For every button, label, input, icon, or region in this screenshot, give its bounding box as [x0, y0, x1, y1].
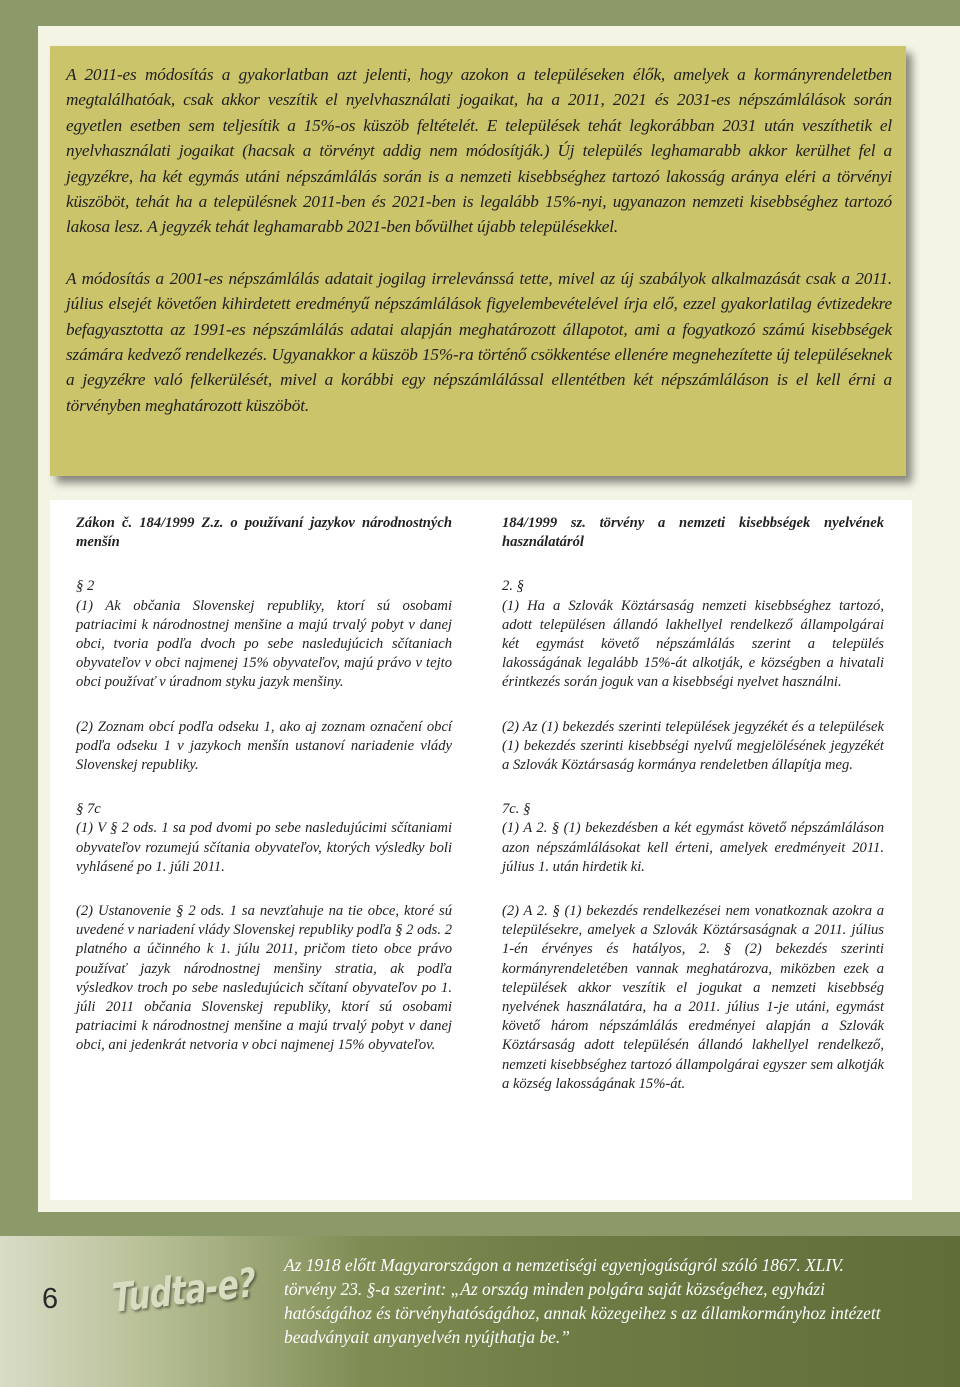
slovak-section-7c-paragraph-1: (1) V § 2 ods. 1 sa pod dvomi po sebe nasledujúcimi sčítaniami obyvateľov rozumejú sčítania obyvateľov, ktorých výsledky boli vyhlásené po 1. júli 2011. — [76, 820, 452, 875]
slovak-section-2-paragraph-2: (2) Zoznam obcí podľa odseku 1, ako aj zoznam označení obcí podľa odseku 1 v jazykoch menšín ustanoví nariadenie vlády Slovenskej republiky. — [76, 718, 452, 774]
summary-paragraph-1: A 2011-es módosítás a gyakorlatban azt jelenti, hogy azokon a településeken élők, amelyek a kormányrendeletben megtalálhatóak, csak akkor veszítik el nyelvhasználati jogaikat, ha a 2011, 2021 és 2031-es népszámlálások során egyetlen esetben sem teljesítik a 15%-os küszöb feltételét. E települések tehát legkorábban 2031 után veszíthetik el nyelvhasználati jogaikat (hacsak a törvényt addig nem módosítják.) Új település leghamarabb akkor kerülhet fel a jegyzékre, ha két egymás utáni népszámlálás során is a nemzeti kisebbséghez tartozó lakosság aránya eléri a törvényi küszöböt, tehát ha a településnek 2011-ben és 2021-ben is legalább 15%-nyi, ugyanazon nemzeti kisebbséghez tartozó lakosa lesz. A jegyzék tehát leghamarabb 2021-ben bővülhet újabb településekkel. — [66, 65, 892, 237]
hungarian-law-column — [502, 514, 884, 1094]
law-comparison-box — [50, 500, 912, 1200]
slovak-law-heading: Zákon č. 184/1999 Z.z. o používaní jazykov národnostných menšín — [76, 515, 452, 551]
page-number: 6 — [42, 1283, 59, 1315]
hungarian-section-7c-paragraph-1: (1) A 2. § (1) bekezdésben a két egymást követő népszámláláson azon népszámlálásokat kell érteni, amelyek eredményeit 2011. július 1. után hirdetik ki. — [502, 820, 884, 875]
tudta-e-label: Tudta-e? — [110, 1260, 257, 1322]
hungarian-section-7c-label: 7c. § — [502, 801, 531, 818]
slovak-section-2-paragraph-1: (1) Ak občania Slovenskej republiky, ktorí sú osobami patriacimi k národnostnej menšine a majú trvalý pobyt v danej obci, tvoria podľa dvoch po sebe nasledujúcich sčítaniach obyvateľov v obci najmenej 15% obyvateľov, majú právo v tejto obci používať v úradnom styku jazyk menšiny. — [76, 597, 452, 691]
hungarian-section-2-label: 2. § — [502, 578, 524, 595]
hungarian-section-2-paragraph-1: (1) Ha a Szlovák Köztársaság nemzeti kisebbséghez tartozó, adott településen állandó lakhellyel rendelkező állampolgárai két egymást követő népszámlálás szerint a település lakosságának legalább 15%-át alkotják, e községben a hivatali érintkezés során joguk van a kisebbségi nyelvet használni. — [502, 597, 884, 691]
slovak-section-7c-paragraph-2: (2) Ustanovenie § 2 ods. 1 sa nevzťahuje na tie obce, ktoré sú uvedené v nariadení vlády Slovenskej republiky podľa § 2 ods. 2 platného a účinného k 1. júlu 2011, pričom tieto obce právo používať jazyk národnostnej menšiny stratia, ak podľa výsledkov troch po sebe nasledujúcich sčítaní obyvateľov po 1. júli 2011 občania Slovenskej republiky, ktorí sú osobami patriacimi k národnostnej menšine a majú trvalý pobyt v danej obci, ani jedenkrát netvoria v obci najmenej 15% obyvateľov. — [76, 903, 452, 1054]
summary-box — [50, 46, 906, 476]
hungarian-section-2-paragraph-2: (2) Az (1) bekezdés szerinti települések jegyzékét és a települések (1) bekezdés szerinti kisebbségi nyelvű megjelölésének jegyzékét a Szlovák Köztársaság kormánya rendeletben állapítja meg. — [502, 718, 884, 774]
slovak-section-7c-label: § 7c — [76, 801, 101, 818]
hungarian-section-7c-paragraph-2: (2) A 2. § (1) bekezdés rendelkezései nem vonatkoznak azokra a településekre, amelyek a Szlovák Köztársaságnak a 2011. július 1-én érvényes és hatályos, 2. § (2) bekezdés szerinti kormányrendeletében vannak meghatározva, miközben ezek a települések akkor veszítik el jogukat a nemzeti kisebbség nyelvének használatára, ha a 2011. július 1-je utáni, egymást követő három népszámlálás eredményei alapján a Szlovák Köztársaság adott településén állandó lakhellyel rendelkező, nemzeti kisebbséghez tartozó állampolgárai egyszer sem alkotják a község lakosságának 15%-át. — [502, 903, 884, 1092]
footer-fact-text: Az 1918 előtt Magyarországon a nemzetiségi egyenjogúságról szóló 1867. XLIV. törvény 23. §-a szerint: „Az ország minden polgára saját községéhez, egyházi hatóságához és törvényhatóságához, annak közegeihez s az államkormányhoz intézett beadványait anyanyelvén nyújthatja be.” — [284, 1255, 881, 1347]
summary-paragraph-2: A módosítás a 2001-es népszámlálás adatait jogilag irrelevánssá tette, mivel az új szabályok alkalmazását csak a 2011. július elsejét követően kihirdetett eredményű népszámlálások figyelembevételével írja elő, ezzel gyakorlatilag évtizedekre befagyasztotta az 1991-es népszámlálás adatai alapján meghatározott állapotot, ami a fogyatkozó számú kisebbségek számára kedvező rendelkezés. Ugyanakkor a küszöb 15%-ra történő csökkentése ellenére megnehezítette új településeknek a jegyzékre való felkerülését, mivel a korábbi egy népszámlálással ellentétben két népszámláláson is el kell érni a törvényben meghatározott küszöböt. — [66, 268, 892, 415]
slovak-law-column — [76, 514, 452, 1056]
slovak-section-2-label: § 2 — [76, 578, 95, 595]
hungarian-law-heading: 184/1999 sz. törvény a nemzeti kisebbségek nyelvének használatáról — [502, 515, 884, 551]
